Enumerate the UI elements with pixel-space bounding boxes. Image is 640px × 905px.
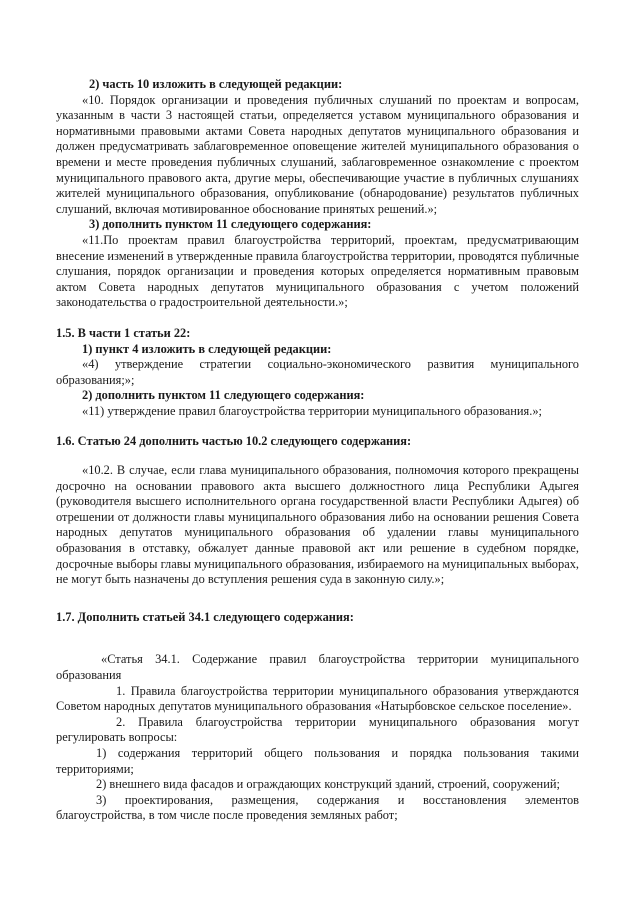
heading-part-10: 2) часть 10 изложить в следующей редакции: [89,77,343,91]
article-34-1-part-2-item-3: 3) проектирования, размещения, содержания и восстановления элементов благоустройства, в том числе после проведения земляных работ; [56,792,579,823]
heading-1-6: 1.6. Статью 24 дополнить частью 10.2 следующего содержания: [56,434,412,449]
article-34-1-title: «Статья 34.1. Содержание правил благоустройства территории муниципального образования [56,652,579,682]
article-34-1-part-2-item-1: 1) содержания территорий общего пользования и порядка пользования такими территориями; [56,745,579,776]
paragraph-point-11: «11.По проектам правил благоустройства территорий, проектам, предусматривающим внесение изменений в утвержденные правила благоустройства территории, проводятся публичные слушания, порядок организации и проведения которых определяется нормативным правовым актом Совета народных депутатов муниципального образования с учетом положений законодательства о градостроительной деятельности.»; [56,232,579,310]
heading-point-11: 3) дополнить пунктом 11 следующего содержания: [89,217,372,232]
document-body [56,77,579,824]
article-34-1-part-2-item-2: 2) внешнего вида фасадов и ограждающих конструкций зданий, строений, сооружений; [96,777,560,792]
article-34-1-part-1: 1. Правила благоустройства территории муниципального образования утверждаются Советом народных депутатов муниципального образования «Натырбовское сельское поселение». [56,683,579,714]
heading-1-5-item-1: 1) пункт 4 изложить в следующей редакции: [82,341,332,356]
paragraph-1-5-item-1: «4) утверждение стратегии социально-экономического развития муниципального образования;»; [56,357,579,387]
article-34-1-part-2: 2. Правила благоустройства территории муниципального образования могут регулировать вопросы: [56,714,579,745]
paragraph-1-6: «10.2. В случае, если глава муниципального образования, полномочия которого прекращены досрочно на основании правового акта высшего должностного лица Республики Адыгея (руководителя высшего исполнительного органа государственной власти Республики Адыгея) об отрешении от должности главы муниципального образования либо на основании решения Совета народных депутатов муниципального образования об удалении главы муниципального образования в отставку, обжалует данные правовой акт или решение в судебном порядке, досрочные выборы главы муниципального образования, избираемого на муниципальных выборах, не могут быть назначены до вступления решения суда в законную силу.»; [56,463,579,587]
heading-1-5: 1.5. В части 1 статьи 22: [56,325,191,340]
heading-1-5-item-2: 2) дополнить пунктом 11 следующего содержания: [82,388,365,403]
paragraph-1-5-item-2: «11) утверждение правил благоустройства территории муниципального образования.»; [82,403,542,418]
heading-1-7: 1.7. Дополнить статьей 34.1 следующего содержания: [56,609,354,624]
paragraph-part-10: «10. Порядок организации и проведения публичных слушаний по проектам и вопросам, указанным в части 3 настоящей статьи, определяется уставом муниципального образования и нормативными правовыми актами Совета народных депутатов муниципального образования и должен предусматривать заблаговременное оповещение жителей муниципального образования о времени и месте проведения публичных слушаний, заблаговременное ознакомление с проектом муниципального правового акта, другие меры, обеспечивающие участие в публичных слушаниях жителей муниципального образования, опубликование (обнародование) результатов публичных слушаний, включая мотивированное обоснование принятых решений.»; [56,92,579,216]
